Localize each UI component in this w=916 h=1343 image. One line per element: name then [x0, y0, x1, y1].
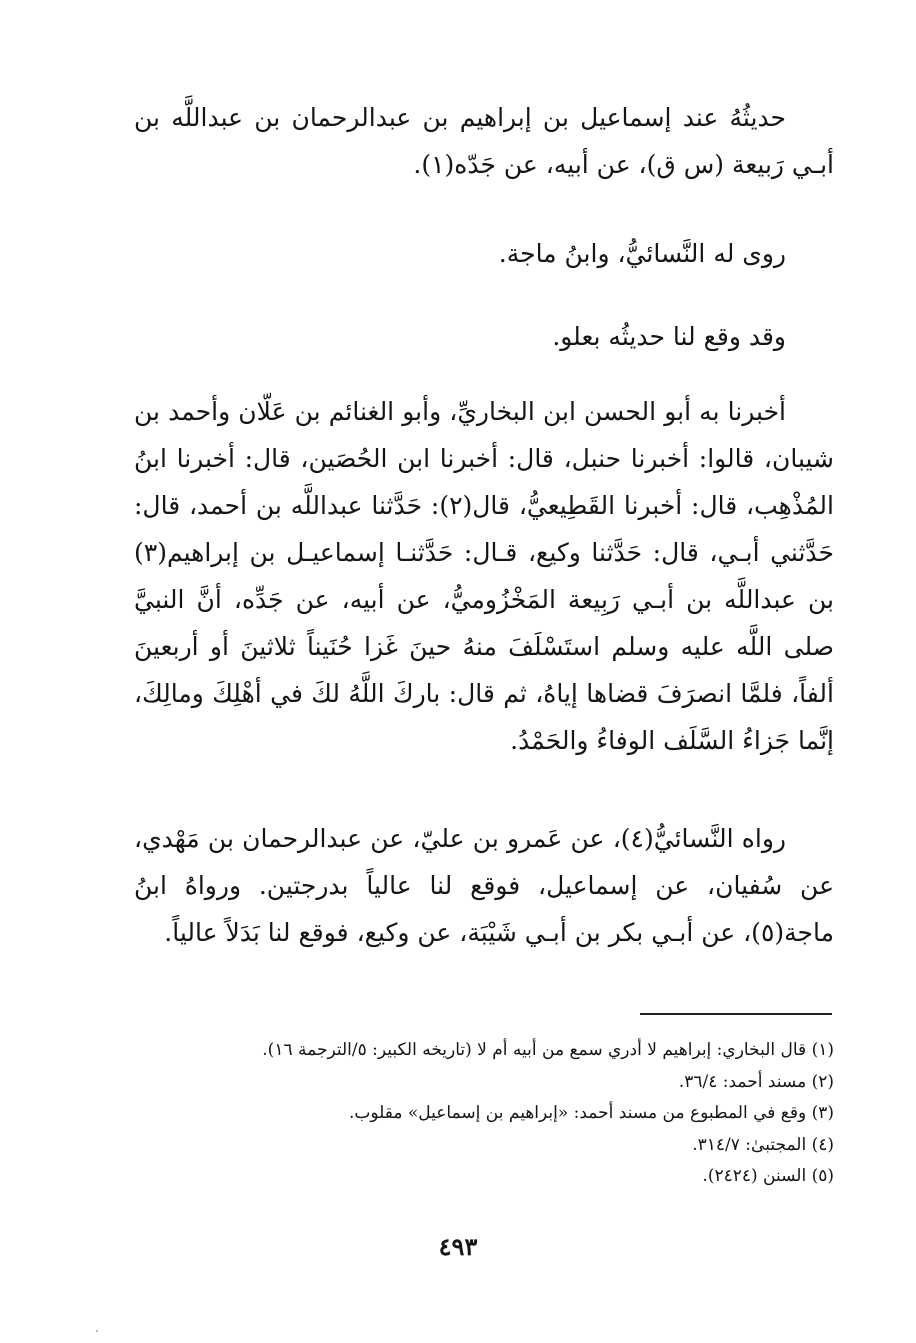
- paragraph-riwaya: روى له النَّسائيُّ، وابنُ ماجة.: [498, 239, 786, 268]
- paragraph-rawahu: رواه النَّسائيُّ(٤)، عن عَمرو بن عليّ، عن عبدالرحمان بن مَهْدي، عن سُفيان، عن إسماعيل، فوقع لنا عالياً بدرجتين. ورواهُ ابنُ ماجة(٥)، عن أبـي بكر بن أبـي شَيْبَة، عن وكيع، فوقع لنا بَدَلاً عالياً.: [134, 824, 834, 947]
- paragraph-intro: حديثُهُ عند إسماعيل بن إبراهيم بن عبدالرحمان بن عبداللَّه بن أبـي رَبيعة (س ق)، عن أبيه، عن جَدّه(١).: [134, 103, 834, 179]
- paragraph-hadith-chain: أخبرنا به أبو الحسن ابن البخاريِّ، وأبو الغنائم بن عَلّان وأحمد بن شيبان، قالوا: أخبرنا حنبل، قال: أخبرنا ابن الحُصَين، قال: أخبرنا ابنُ المُذْهِب، قال: أخبرنا القَطِيعيُّ، قال(٢): حَدَّثنا عبداللَّه بن أحمد، قال: حَدَّثني أبـي، قال: حَدَّثنا وكيع، قـال: حَدَّثنـا إسماعيـل بن إبراهيم(٣) بن عبداللَّه بن أبـي رَبِيعة المَخْزُوميُّ، عن أبيه، عن جَدِّه، أنَّ النبيَّ صلى اللَّه عليه وسلم استَسْلَفَ منهُ حينَ غَزا حُنَيناً ثلاثينَ أو أربعينَ ألفاً، فلمَّا انصرَفَ قضاها إياهُ، ثم قال: باركَ اللَّهُ لكَ في أهْلِكَ ومالِكَ، إنَّما جَزاءُ السَّلَف الوفاءُ والحَمْدُ.: [134, 397, 834, 755]
- footnotes: [134, 1035, 834, 1193]
- footnote-item: (٤) المجتبىٰ: ٣١٤/٧.: [692, 1134, 834, 1155]
- page-number: ٤٩٣: [438, 1232, 478, 1261]
- paragraph-waqaa: وقد وقع لنا حديثُه بعلو.: [552, 322, 786, 351]
- footnote-item: (١) قال البخاري: إبراهيم لا أدري سمع من أبيه أم لا (تاريخه الكبير: ٥/الترجمة ١٦).: [262, 1040, 834, 1060]
- footnote-divider: [640, 1013, 832, 1015]
- footnote-item: (٢) مسند أحمد: ٣٦/٤.: [678, 1071, 834, 1092]
- footnote-item: (٥) السنن (٢٤٢٤).: [702, 1166, 834, 1186]
- footnote-item: (٣) وقع في المطبوع من مسند أحمد: «إبراهيم بن إسماعيل» مقلوب.: [348, 1103, 834, 1123]
- scan-speck: [96, 1330, 98, 1332]
